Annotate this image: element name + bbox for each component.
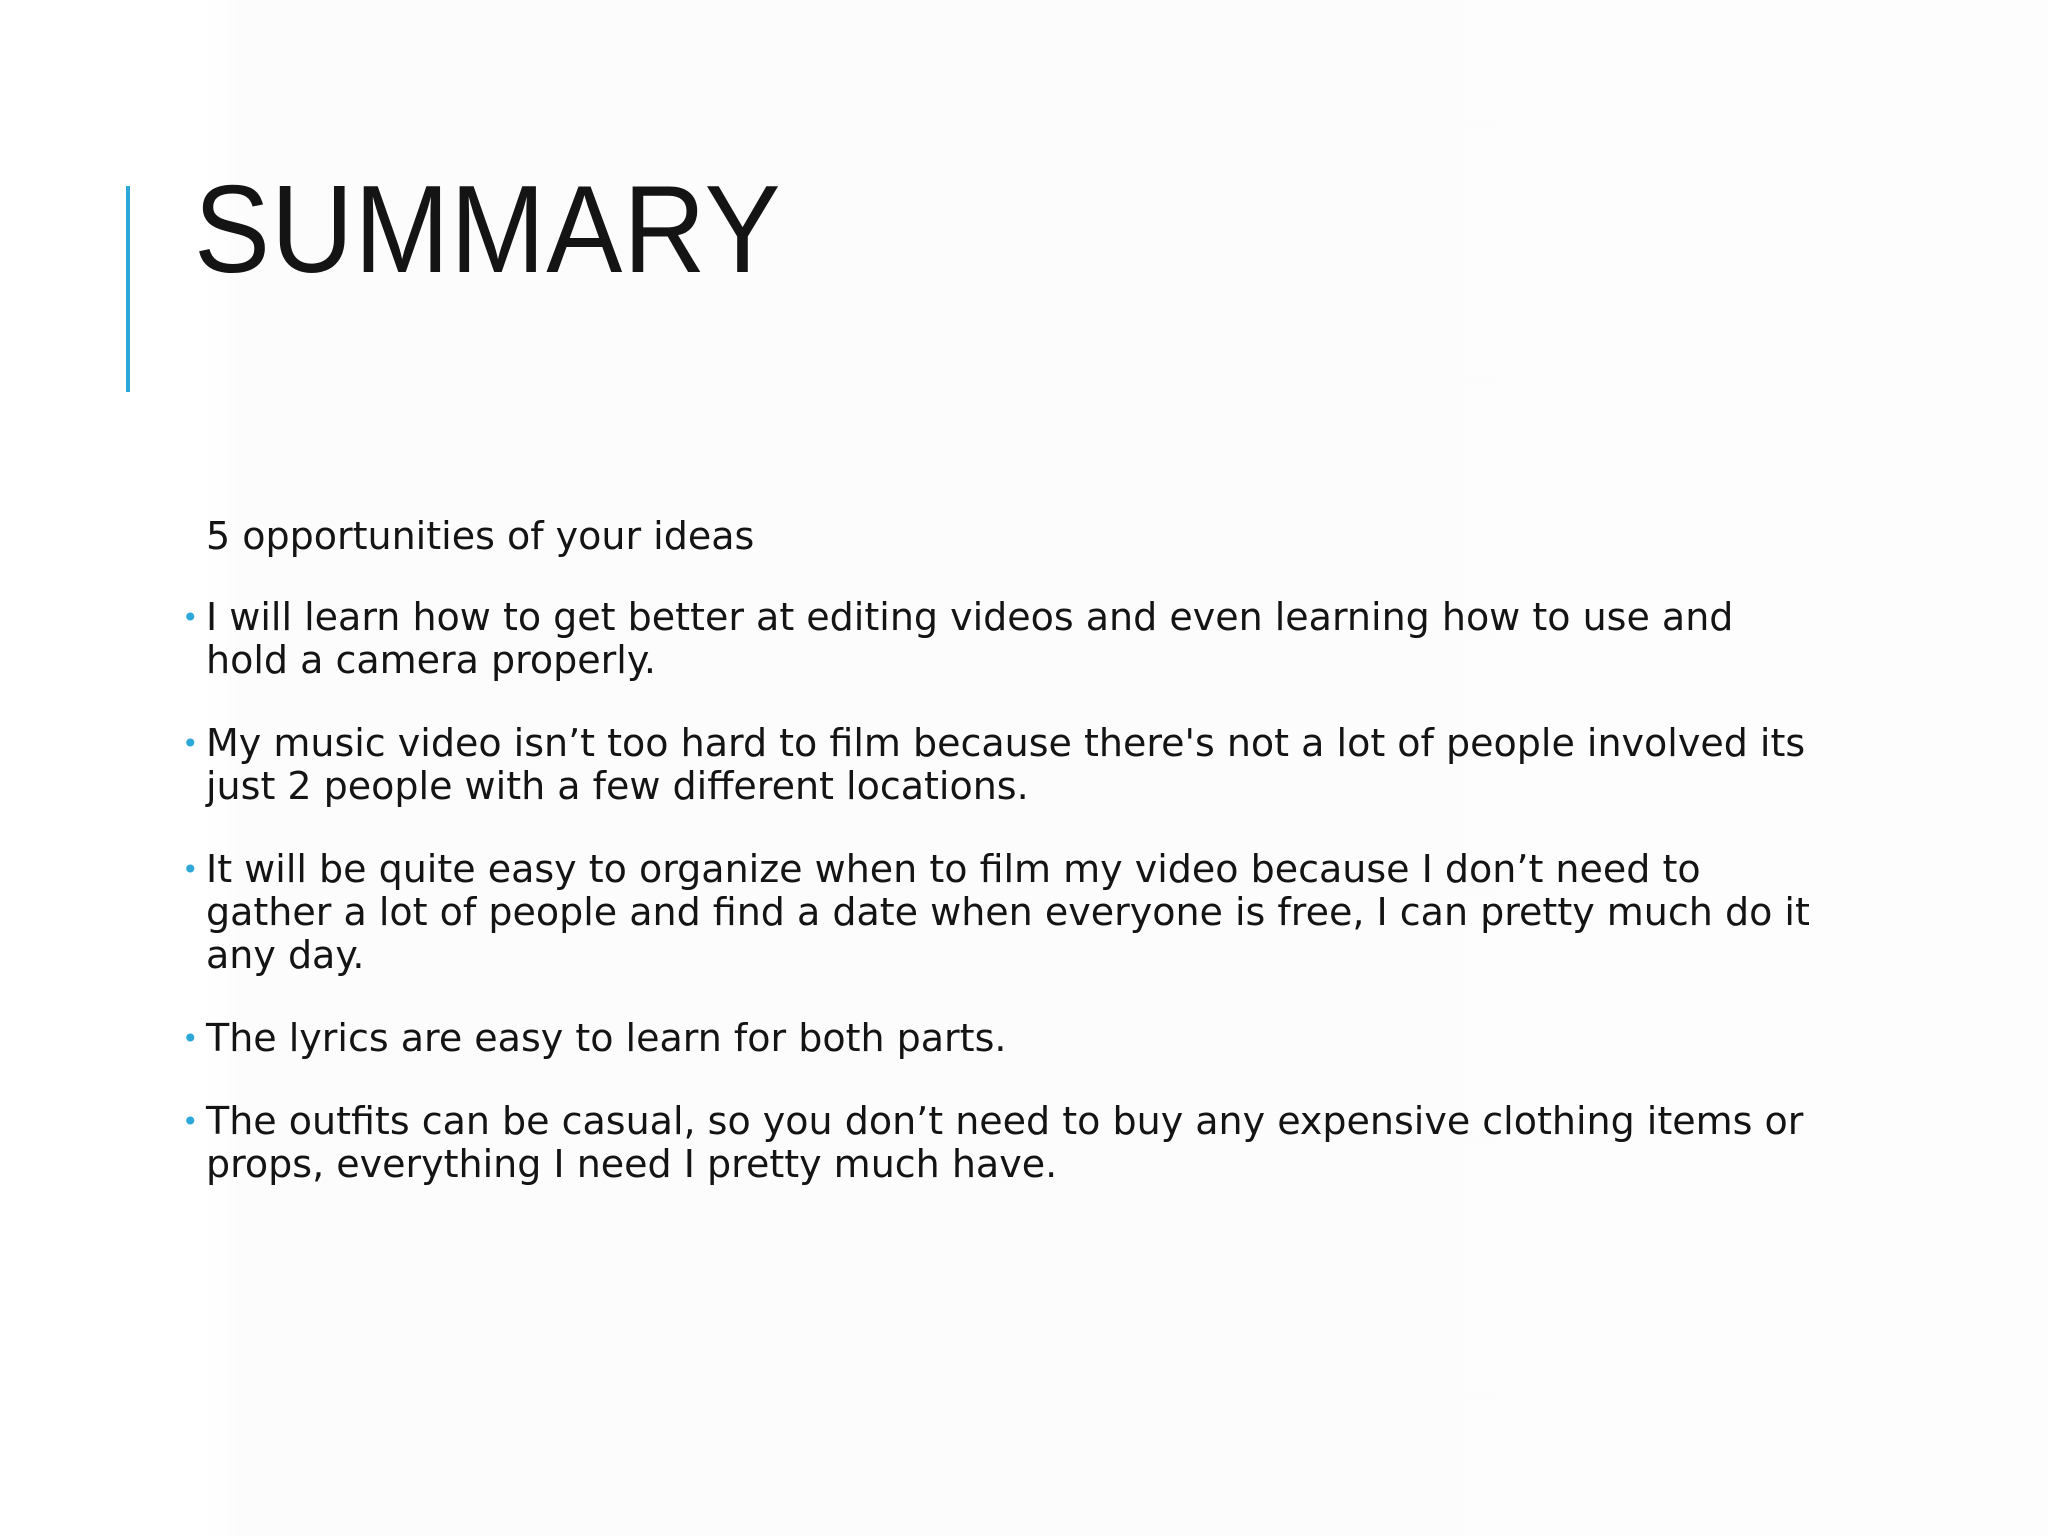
bullet-text: It will be quite easy to organize when to film my video because I don’t need to gather a lot of people and find a date when everyone is free, I can pretty much do it any day. [206, 847, 1810, 977]
bullet-text: The lyrics are easy to learn for both parts. [206, 1016, 1007, 1060]
bullet-list [180, 596, 1820, 1186]
bullet-dot-icon: • [182, 1022, 199, 1055]
bullet-item [180, 596, 1820, 682]
title-accent-bar [126, 186, 130, 392]
intro-text: 5 opportunities of your ideas [206, 514, 755, 558]
bullet-item [180, 848, 1820, 977]
slide-title: SUMMARY [194, 161, 782, 299]
bullet-item [180, 1017, 1820, 1060]
bullet-text: I will learn how to get better at editing videos and even learning how to use and hold a camera properly. [206, 595, 1734, 682]
bullet-dot-icon: • [182, 853, 199, 886]
bullet-dot-icon: • [182, 727, 199, 760]
bullet-text: My music video isn’t too hard to film because there's not a lot of people involved its just 2 people with a few different locations. [206, 721, 1806, 808]
bullet-dot-icon: • [182, 601, 199, 634]
bullet-item [180, 722, 1820, 808]
bullet-dot-icon: • [182, 1105, 199, 1138]
bullet-text: The outfits can be casual, so you don’t need to buy any expensive clothing items or props, everything I need I pretty much have. [206, 1099, 1804, 1186]
bullet-item [180, 1100, 1820, 1186]
slide-body [180, 515, 1820, 1226]
